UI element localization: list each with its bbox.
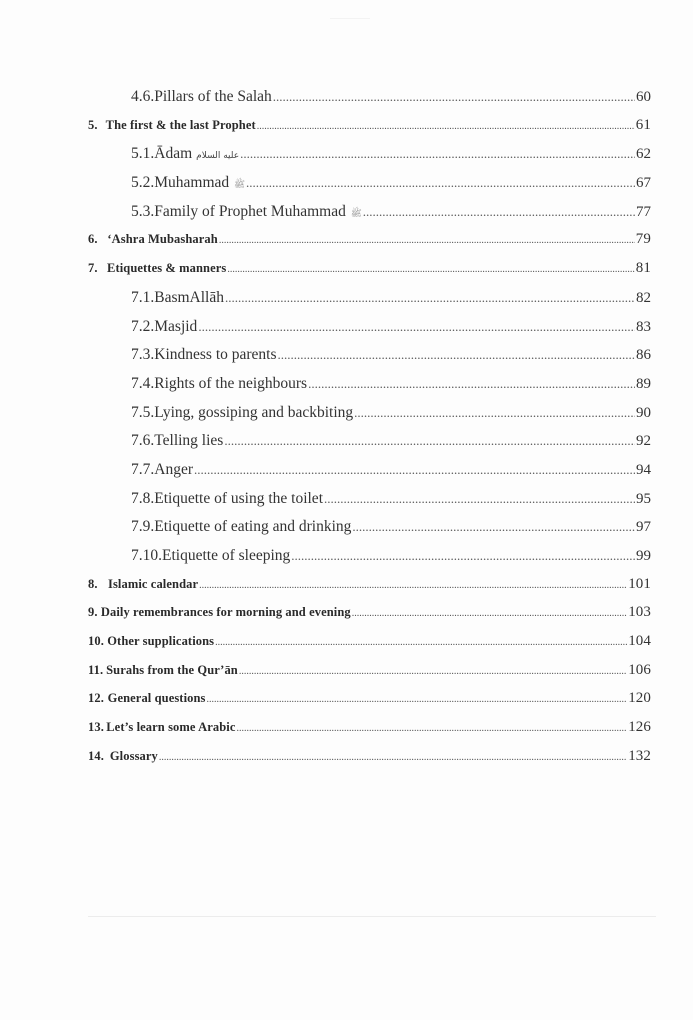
toc-section-entry[interactable] bbox=[0, 662, 693, 691]
toc-entry-title: Masjid bbox=[154, 317, 198, 335]
toc-entry-number: 5.2. bbox=[131, 174, 155, 192]
toc-page-number: 95 bbox=[636, 490, 651, 507]
toc-subsection-entry[interactable] bbox=[0, 518, 693, 547]
toc-entry-title: Other supplications bbox=[107, 634, 215, 649]
toc-entry-title: General questions bbox=[107, 691, 206, 706]
toc-page-number: 94 bbox=[636, 461, 651, 478]
toc-entry-title: Family of Prophet Muhammad bbox=[154, 202, 346, 220]
toc-entry-number: 7.4. bbox=[131, 374, 155, 392]
toc-entry-number: 7.7. bbox=[131, 460, 155, 478]
toc-subsection-entry[interactable] bbox=[0, 490, 693, 519]
toc-section-entry[interactable] bbox=[0, 633, 693, 662]
toc-page-number: 120 bbox=[628, 690, 651, 707]
dot-leader bbox=[291, 547, 635, 565]
dot-leader bbox=[159, 749, 627, 764]
toc-entry-number: 10. bbox=[88, 634, 104, 649]
toc-page-number: 86 bbox=[636, 347, 651, 364]
arabic-honorific: عليه السلام bbox=[196, 151, 240, 162]
toc-entry-number: 13. bbox=[88, 720, 104, 735]
toc-entry-title: Lying, gossiping and backbiting bbox=[154, 403, 354, 421]
toc-entry-title: Telling lies bbox=[154, 432, 224, 450]
toc-entry-number: 4.6. bbox=[131, 88, 155, 105]
dot-leader bbox=[257, 118, 635, 133]
toc-entry-number: 7.5. bbox=[131, 403, 155, 421]
toc-entry-title: Let’s learn some Arabic bbox=[106, 720, 236, 735]
toc-page-number: 79 bbox=[635, 231, 651, 248]
toc-section-entry[interactable] bbox=[0, 604, 693, 633]
toc-section-entry[interactable] bbox=[0, 748, 693, 777]
toc-page-number: 81 bbox=[635, 260, 651, 277]
toc-page-number: 62 bbox=[636, 146, 651, 163]
toc-entry-title: Kindness to parents bbox=[154, 346, 277, 364]
dot-leader bbox=[225, 289, 635, 307]
toc-page-number: 126 bbox=[628, 719, 651, 736]
toc-section-entry[interactable] bbox=[0, 576, 693, 605]
toc-entry-number: 5. bbox=[88, 117, 98, 132]
toc-entry-number: 7.9. bbox=[131, 518, 155, 536]
dot-leader bbox=[227, 261, 634, 276]
toc-entry-title: Daily remembrances for morning and evening bbox=[100, 605, 351, 620]
toc-subsection-entry[interactable] bbox=[0, 375, 693, 404]
toc-page-number: 132 bbox=[628, 747, 651, 764]
toc-page-number: 92 bbox=[636, 433, 651, 450]
dot-leader bbox=[215, 634, 627, 649]
dot-leader bbox=[273, 88, 635, 106]
toc-section-entry[interactable] bbox=[0, 260, 693, 289]
dot-leader bbox=[224, 432, 635, 450]
toc-page-number: 83 bbox=[636, 318, 651, 335]
dot-leader bbox=[236, 720, 627, 735]
dot-leader bbox=[352, 605, 627, 620]
toc-subsection-entry[interactable] bbox=[0, 432, 693, 461]
toc-subsection-entry[interactable] bbox=[0, 346, 693, 375]
scan-artifact bbox=[330, 18, 370, 19]
toc-entry-title: Rights of the neighbours bbox=[154, 374, 308, 392]
toc-subsection-entry[interactable] bbox=[0, 547, 693, 576]
toc-page-number: 90 bbox=[636, 404, 651, 421]
toc-entry-number: 12. bbox=[88, 691, 104, 706]
toc-page-number: 89 bbox=[636, 375, 651, 392]
toc-page-number: 101 bbox=[628, 575, 651, 592]
toc-entry-number: 7. bbox=[88, 261, 98, 276]
toc-page-number: 99 bbox=[636, 548, 651, 564]
dot-leader bbox=[354, 404, 635, 422]
toc-entry-number: 5.3. bbox=[131, 202, 155, 220]
toc-subsection-entry[interactable] bbox=[0, 203, 693, 232]
dot-leader bbox=[199, 577, 627, 592]
toc-entry-title: Etiquettes & manners bbox=[107, 261, 227, 276]
toc-entry-title: Muhammad bbox=[154, 174, 230, 192]
salutation-glyph-icon: ﷺ bbox=[350, 208, 362, 219]
toc-entry-title: Anger bbox=[154, 460, 193, 478]
toc-entry-number: 7.1. bbox=[131, 288, 155, 306]
dot-leader bbox=[324, 490, 635, 508]
toc-entry-title: Glossary bbox=[109, 748, 158, 763]
toc-entry-number: 7.3. bbox=[131, 346, 155, 364]
table-of-contents bbox=[0, 88, 693, 777]
toc-entry-title: BasmAllāh bbox=[154, 288, 224, 306]
dot-leader bbox=[308, 375, 635, 393]
toc-page-number: 82 bbox=[636, 289, 651, 306]
salutation-glyph-icon: ﷺ bbox=[234, 180, 246, 191]
toc-page-number: 103 bbox=[628, 604, 651, 621]
toc-page-number: 77 bbox=[636, 203, 651, 220]
toc-page-number: 60 bbox=[636, 89, 651, 105]
toc-entry-number: 8. bbox=[88, 576, 98, 591]
toc-entry-title: Pillars of the Salah bbox=[154, 88, 272, 105]
dot-leader bbox=[198, 318, 635, 336]
toc-entry-title: Etiquette of using the toilet bbox=[154, 489, 323, 507]
toc-entry-title: Etiquette of sleeping bbox=[162, 547, 291, 564]
toc-subsection-entry[interactable] bbox=[0, 318, 693, 347]
toc-subsection-entry[interactable] bbox=[0, 404, 693, 433]
toc-subsection-entry[interactable] bbox=[0, 461, 693, 490]
toc-subsection-entry[interactable] bbox=[0, 88, 693, 117]
toc-page-number: 67 bbox=[636, 175, 651, 192]
toc-entry-title: Etiquette of eating and drinking bbox=[154, 518, 352, 536]
dot-leader bbox=[246, 174, 635, 192]
page-footer-divider bbox=[88, 916, 656, 917]
dot-leader bbox=[278, 346, 635, 364]
toc-subsection-entry[interactable] bbox=[0, 174, 693, 203]
dot-leader bbox=[219, 232, 635, 247]
toc-entry-number: 9. bbox=[88, 605, 98, 620]
toc-entry-number: 7.6. bbox=[131, 432, 155, 450]
dot-leader bbox=[207, 691, 628, 706]
toc-entry-title: Islamic calendar bbox=[107, 576, 199, 591]
dot-leader bbox=[239, 663, 627, 678]
toc-entry-number: 5.1. bbox=[131, 145, 155, 163]
toc-entry-number: 11. bbox=[88, 662, 104, 677]
dot-leader bbox=[352, 518, 635, 536]
toc-entry-number: 14. bbox=[88, 748, 104, 763]
toc-entry-number: 7.10. bbox=[131, 547, 162, 564]
toc-entry-number: 7.8. bbox=[131, 489, 155, 507]
toc-section-entry[interactable] bbox=[0, 690, 693, 719]
toc-page-number: 106 bbox=[628, 661, 651, 678]
toc-subsection-entry[interactable] bbox=[0, 145, 693, 174]
toc-section-entry[interactable] bbox=[0, 231, 693, 260]
toc-entry-number: 6. bbox=[88, 232, 98, 247]
toc-page-number: 97 bbox=[636, 519, 651, 536]
toc-entry-title: ‘Ashra Mubasharah bbox=[107, 232, 218, 247]
toc-section-entry[interactable] bbox=[0, 117, 693, 146]
toc-entry-title: Ādam bbox=[154, 145, 193, 163]
toc-entry-number: 7.2. bbox=[131, 317, 155, 335]
toc-entry-title: The first & the last Prophet bbox=[105, 117, 256, 132]
dot-leader bbox=[240, 145, 635, 163]
toc-page-number: 104 bbox=[628, 633, 651, 650]
toc-subsection-entry[interactable] bbox=[0, 289, 693, 318]
toc-section-entry[interactable] bbox=[0, 719, 693, 748]
toc-page-number: 61 bbox=[635, 116, 651, 133]
dot-leader bbox=[194, 461, 635, 479]
toc-entry-title: Surahs from the Qur’ān bbox=[106, 662, 238, 677]
dot-leader bbox=[363, 203, 635, 221]
